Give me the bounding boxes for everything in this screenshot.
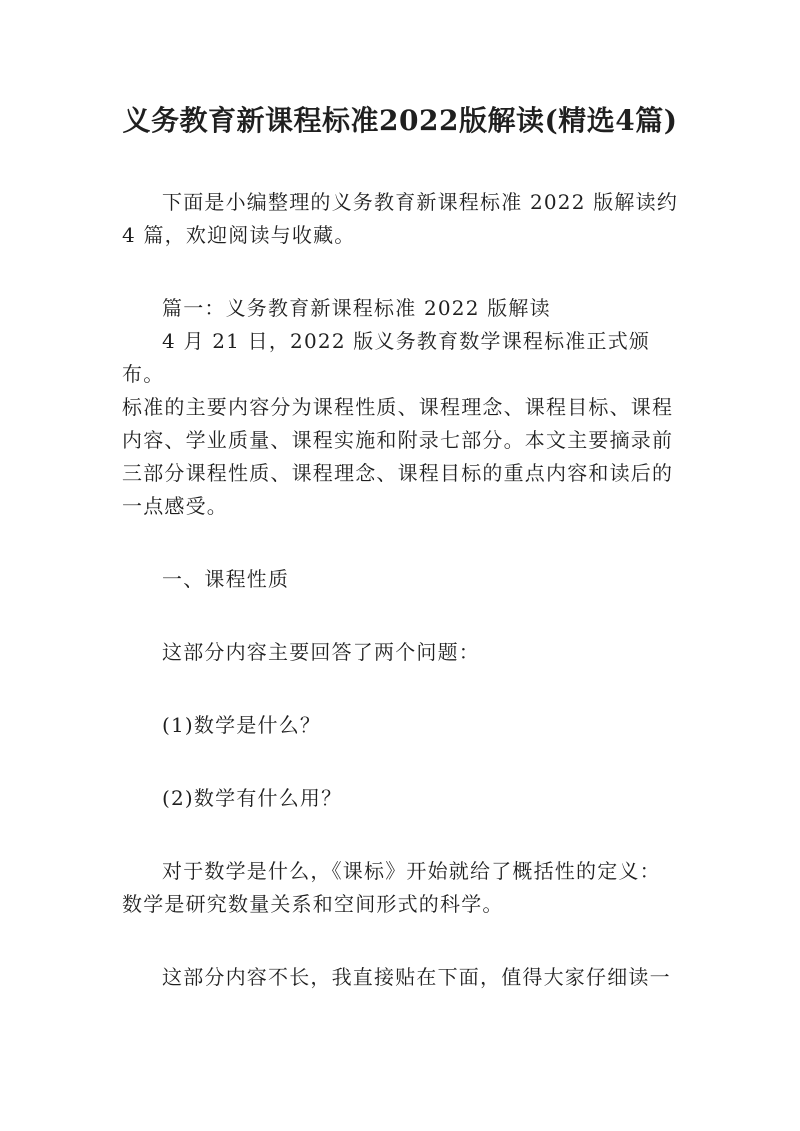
text-line: 内容、学业质量、课程实施和附录七部分。本文主要摘录前 [122,428,674,452]
text-line: 对于数学是什么，《课标》开始就给了概括性的定义： [162,859,661,883]
text-line: 篇一：义务教育新课程标准 2022 版解读 [162,296,551,320]
question-item-1 [122,709,688,742]
text-line: 三部分课程性质、课程理念、课程目标的重点内容和读后的 [122,461,674,485]
text-line: 一点感受。 [122,494,228,518]
spacer [122,742,688,782]
text-line: 标准的主要内容分为课程性质、课程理念、课程目标、课程 [122,395,674,419]
text-line: 这部分内容不长，我直接贴在下面，值得大家仔细读一 [162,965,671,989]
text-line: 这部分内容主要回答了两个问题： [162,640,480,664]
document-body [122,186,688,994]
spacer [122,596,688,636]
document-title: 义务教育新课程标准2022版解读(精选4篇) [122,104,678,137]
question-item-2 [122,782,688,815]
text-line: (2)数学有什么用？ [162,786,343,810]
text-line: 4 篇，欢迎阅读与收藏。 [122,223,356,247]
text-line: 一、课程性质 [162,567,290,591]
text-line: 4 月 21 日，2022 版义务教育数学课程标准正式颁布。 [122,329,651,386]
body-paragraph [122,325,688,523]
section-heading-course-nature [122,563,688,596]
spacer [122,523,688,563]
spacer [122,815,688,855]
section-heading-part-one [122,292,688,325]
text-line: 下面是小编整理的义务教育新课程标准 2022 版解读约 [162,190,679,214]
spacer [122,252,688,292]
text-line: (1)数学是什么？ [162,713,322,737]
spacer [122,921,688,961]
body-paragraph [122,961,688,994]
spacer [122,669,688,709]
text-line: 数学是研究数量关系和空间形式的科学。 [122,892,504,916]
intro-paragraph [122,186,688,252]
body-paragraph [122,636,688,669]
body-paragraph [122,855,688,921]
